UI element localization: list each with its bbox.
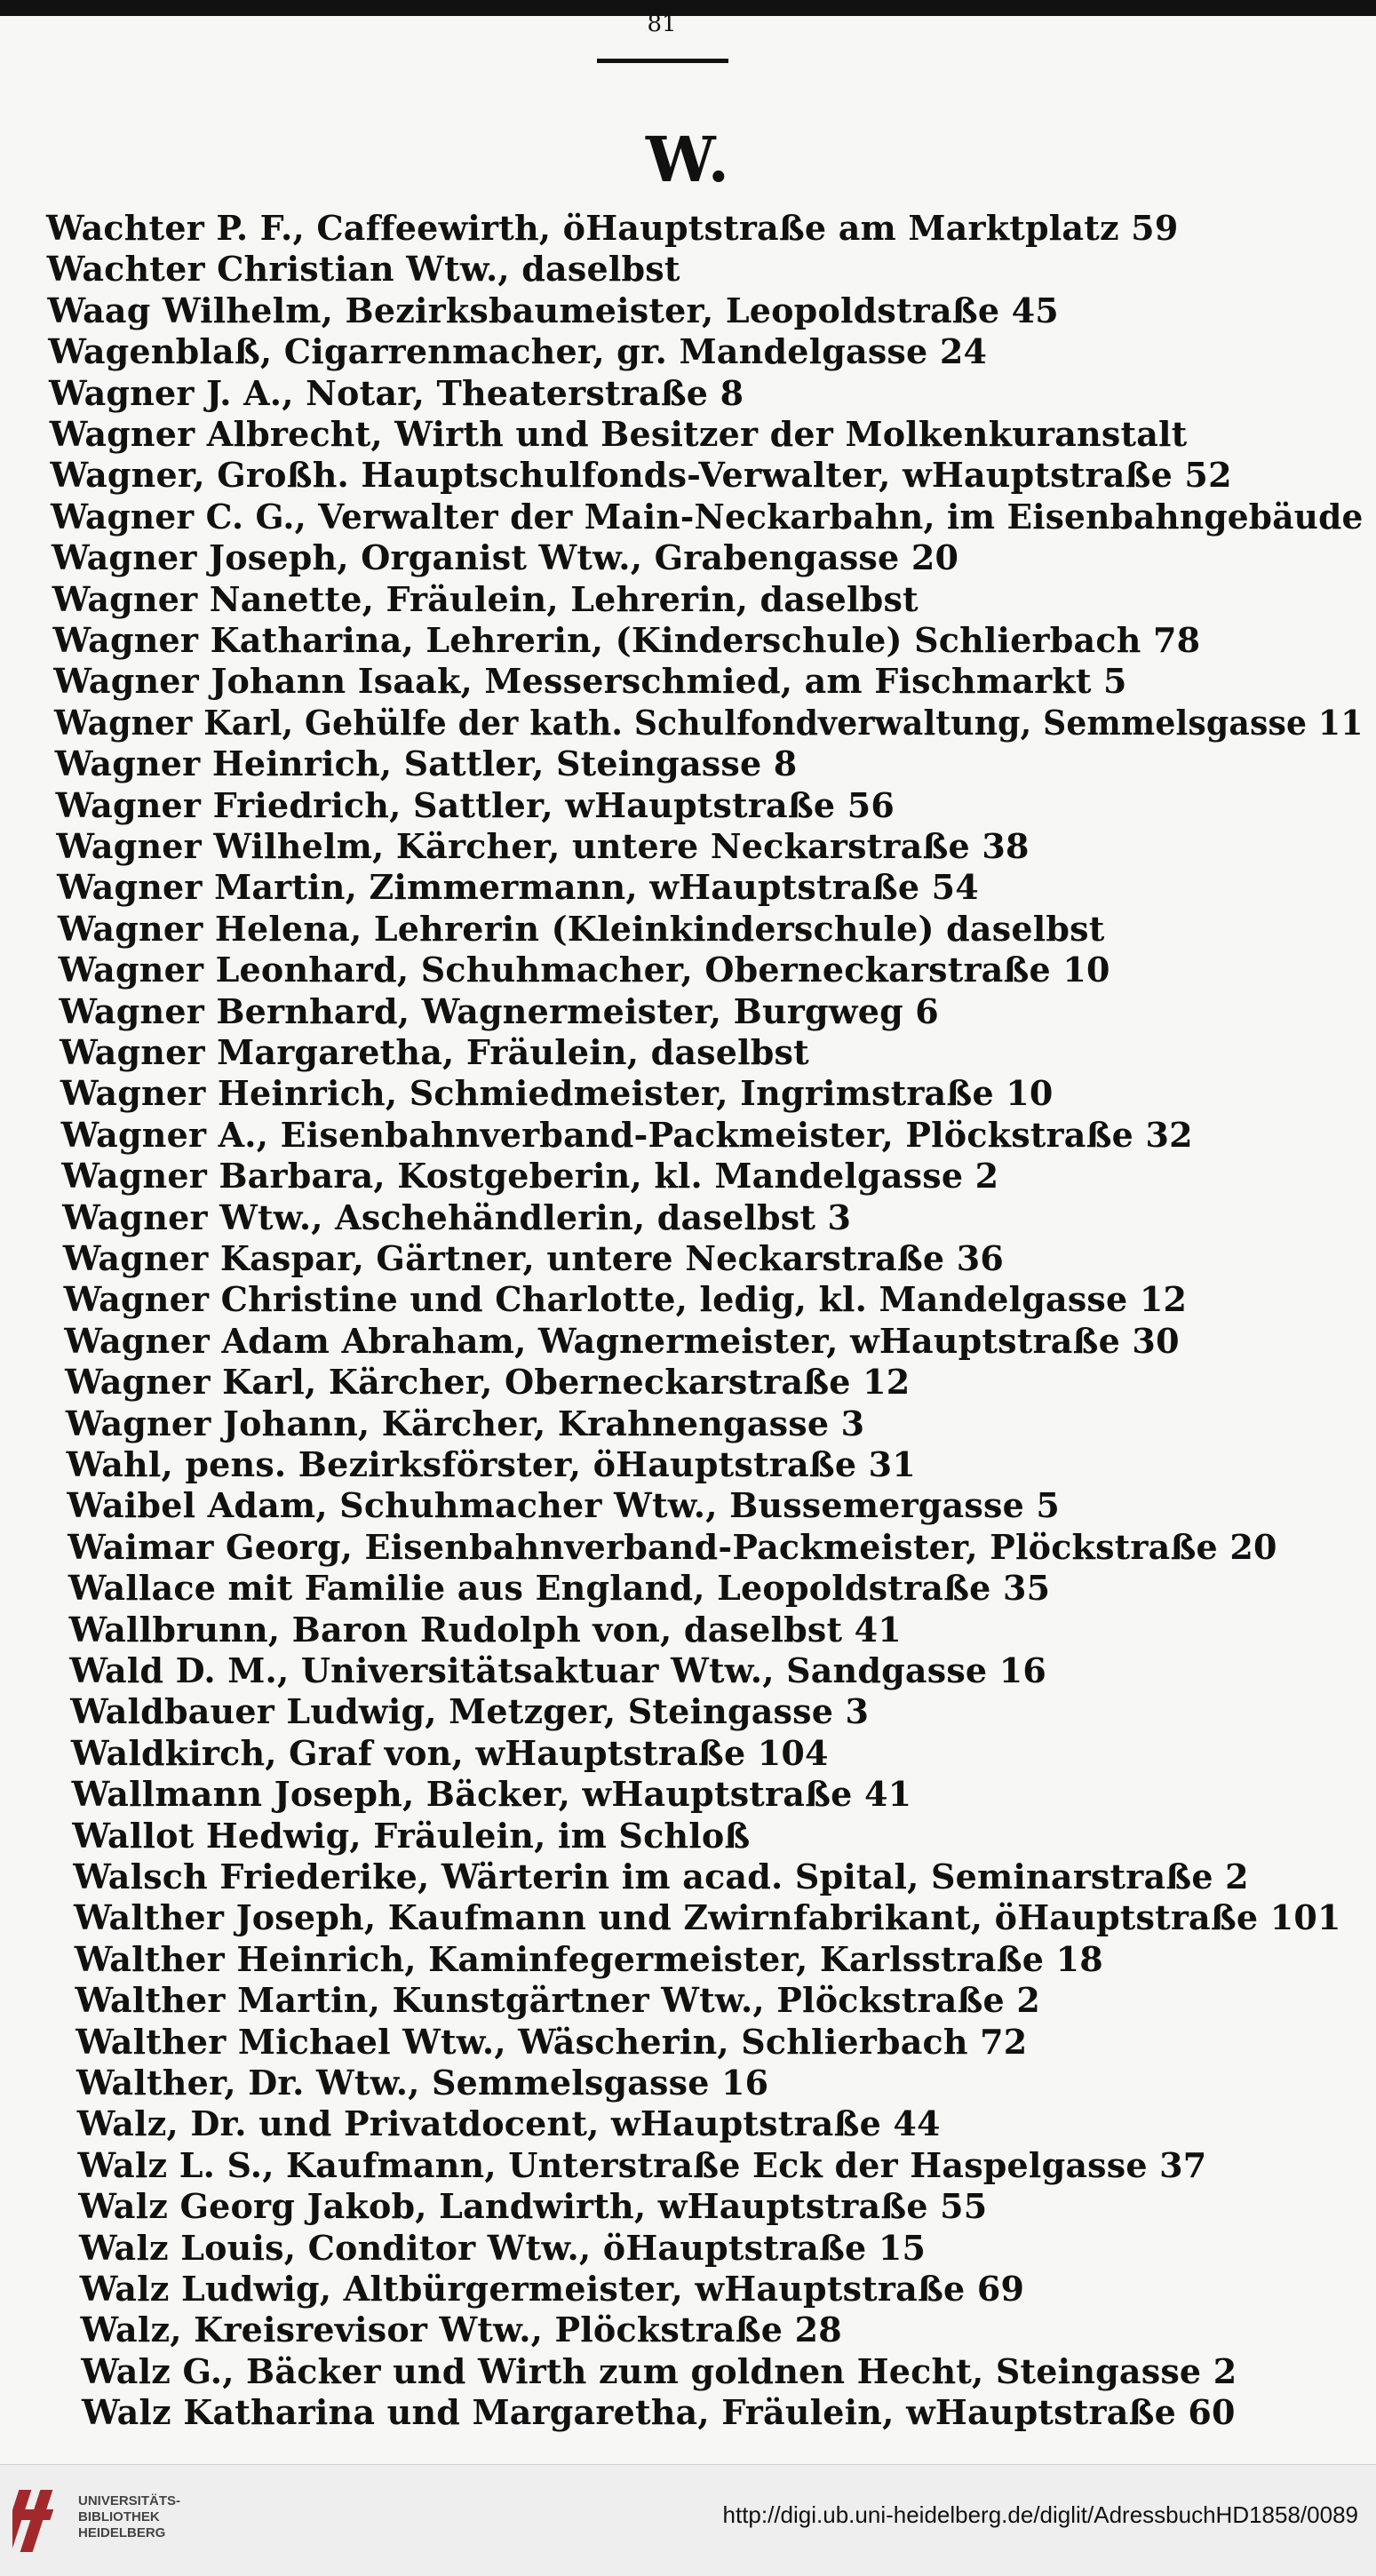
directory-entry: Wagner Johann, Kärcher, Krahnengasse 3 (65, 1403, 865, 1443)
directory-entry: Walz L. S., Kaufmann, Unterstraße Eck der Haspelgasse 37 (77, 2144, 1207, 2185)
directory-entry: Wagner Christine und Charlotte, ledig, kl. Mandelgasse 12 (63, 1279, 1188, 1320)
directory-entry: Wagner Heinrich, Sattler, Steingasse 8 (54, 743, 798, 784)
directory-entry: Wagner Martin, Zimmermann, wHauptstraße 54 (57, 867, 979, 908)
directory-entry: Wagner Margaretha, Fräulein, daselbst (60, 1032, 809, 1072)
library-name-line: BIBLIOTHEK (78, 2509, 160, 2524)
directory-entry: Wagner Joseph, Organist Wtw., Grabengasse 20 (52, 537, 959, 578)
directory-entry: Wallmann Joseph, Bäcker, wHauptstraße 41 (71, 1774, 912, 1815)
directory-entry: Wagner Adam Abraham, Wagnermeister, wHauptstraße 30 (64, 1320, 1180, 1361)
directory-entry: Wagner J. A., Notar, Theaterstraße 8 (49, 372, 744, 413)
directory-entry: Walther, Dr. Wtw., Semmelsgasse 16 (76, 2063, 769, 2103)
directory-entry: Wallbrunn, Baron Rudolph von, daselbst 41 (68, 1609, 902, 1650)
directory-entry: Walther Joseph, Kaufmann und Zwirnfabrikant, öHauptstraße 101 (73, 1897, 1341, 1938)
directory-entry: Wagner, Großh. Hauptschulfonds-Verwalter, wHauptstraße 52 (50, 455, 1232, 496)
directory-entry: Wagner Heinrich, Schmiedmeister, Ingrimstraße 10 (60, 1073, 1054, 1114)
directory-entry: Walz Katharina und Margaretha, Fräulein, wHauptstraße 60 (82, 2392, 1236, 2433)
footer-bar (0, 2464, 1376, 2576)
directory-entry: Waldbauer Ludwig, Metzger, Steingasse 3 (70, 1691, 870, 1732)
directory-entry: Wagner Leonhard, Schuhmacher, Oberneckarstraße 10 (58, 950, 1110, 990)
directory-entry: Wachter P. F., Caffeewirth, öHauptstraße am Marktplatz 59 (46, 208, 1179, 248)
directory-entry: Walz, Kreisrevisor Wtw., Plöckstraße 28 (80, 2310, 842, 2350)
directory-entry: Walz Ludwig, Altbürgermeister, wHauptstraße 69 (79, 2269, 1025, 2309)
directory-entry: Wallace mit Familie aus England, Leopoldstraße 35 (68, 1568, 1051, 1609)
directory-entry: Walz Louis, Conditor Wtw., öHauptstraße 15 (78, 2227, 927, 2268)
directory-entry: Wald D. M., Universitätsaktuar Wtw., Sandgasse 16 (69, 1650, 1047, 1690)
directory-entry: Waag Wilhelm, Bezirksbaumeister, Leopoldstraße 45 (47, 290, 1059, 330)
directory-entry: Walther Heinrich, Kaminfegermeister, Karlsstraße 18 (74, 1938, 1103, 1979)
section-letter: W. (645, 123, 732, 196)
directory-entry: Waibel Adam, Schuhmacher Wtw., Bussemergasse 5 (67, 1485, 1061, 1526)
directory-entry: Wagner Albrecht, Wirth und Besitzer der Molkenkuranstalt (49, 414, 1188, 454)
directory-entry: Wallot Hedwig, Fräulein, im Schloß (72, 1815, 751, 1856)
directory-entry: Walz Georg Jakob, Landwirth, wHauptstraße 55 (78, 2186, 988, 2227)
directory-entry: Walz G., Bäcker und Wirth zum goldnen Hecht, Steingasse 2 (81, 2350, 1237, 2391)
directory-entry: Wagner Friedrich, Sattler, wHauptstraße 56 (55, 784, 895, 825)
directory-entry: Walther Michael Wtw., Wäscherin, Schlierbach 72 (76, 2021, 1028, 2062)
directory-entry: Wagner Nanette, Fräulein, Lehrerin, daselbst (52, 578, 919, 619)
directory-entry: Waimar Georg, Eisenbahnverband-Packmeister, Plöckstraße 20 (68, 1526, 1277, 1567)
library-name-line: UNIVERSITÄTS- (78, 2493, 181, 2508)
directory-entry: Wahl, pens. Bezirksförster, öHauptstraße 31 (66, 1444, 916, 1484)
header-rule (597, 59, 728, 63)
directory-entry: Wagner Bernhard, Wagnermeister, Burgweg 6 (59, 990, 939, 1031)
directory-entry: Walsch Friederike, Wärterin im acad. Spital, Seminarstraße 2 (73, 1856, 1249, 1896)
directory-entry: Walz, Dr. und Privatdocent, wHauptstraße 44 (76, 2103, 941, 2144)
directory-entry: Wagner Wtw., Aschehändlerin, daselbst 3 (62, 1197, 852, 1237)
directory-entry: Wagner Katharina, Lehrerin, (Kinderschule) Schlierbach 78 (52, 620, 1201, 660)
directory-entry: Wagner A., Eisenbahnverband-Packmeister, Plöckstraße 32 (60, 1114, 1193, 1155)
directory-entry: Wagner Karl, Gehülfe der kath. Schulfondverwaltung, Semmelsgasse 11 (54, 702, 1364, 743)
directory-entry: Wagner Kaspar, Gärtner, untere Neckarstraße 36 (62, 1238, 1004, 1278)
directory-entry: Wagner Wilhelm, Kärcher, untere Neckarstraße 38 (56, 826, 1030, 866)
library-name-line: HEIDELBERG (78, 2525, 166, 2540)
directory-entry: Walther Martin, Kunstgärtner Wtw., Plöckstraße 2 (75, 1980, 1041, 2021)
directory-entry: Wagner C. G., Verwalter der Main-Neckarbahn, im Eisenbahngebäude (51, 496, 1364, 537)
library-name (78, 2493, 229, 2541)
directory-entry: Wagner Karl, Kärcher, Oberneckarstraße 12 (65, 1362, 911, 1403)
directory-entry: Wagner Johann Isaak, Messerschmied, am Fischmarkt 5 (53, 661, 1127, 702)
directory-entry: Wachter Christian Wtw., daselbst (46, 249, 680, 290)
directory-entry: Wagner Helena, Lehrerin (Kleinkinderschule) daselbst (57, 908, 1105, 949)
page-number: 81 (647, 11, 677, 37)
directory-entry: Wagner Barbara, Kostgeberin, kl. Mandelgasse 2 (61, 1156, 999, 1197)
source-url-link[interactable]: http://digi.ub.uni-heidelberg.de/diglit/AdressbuchHD1858/0089 (722, 2501, 1358, 2528)
directory-entry: Wagenblaß, Cigarrenmacher, gr. Mandelgasse 24 (48, 331, 988, 372)
directory-entry: Waldkirch, Graf von, wHauptstraße 104 (70, 1732, 829, 1773)
library-logo-icon (12, 2483, 69, 2559)
